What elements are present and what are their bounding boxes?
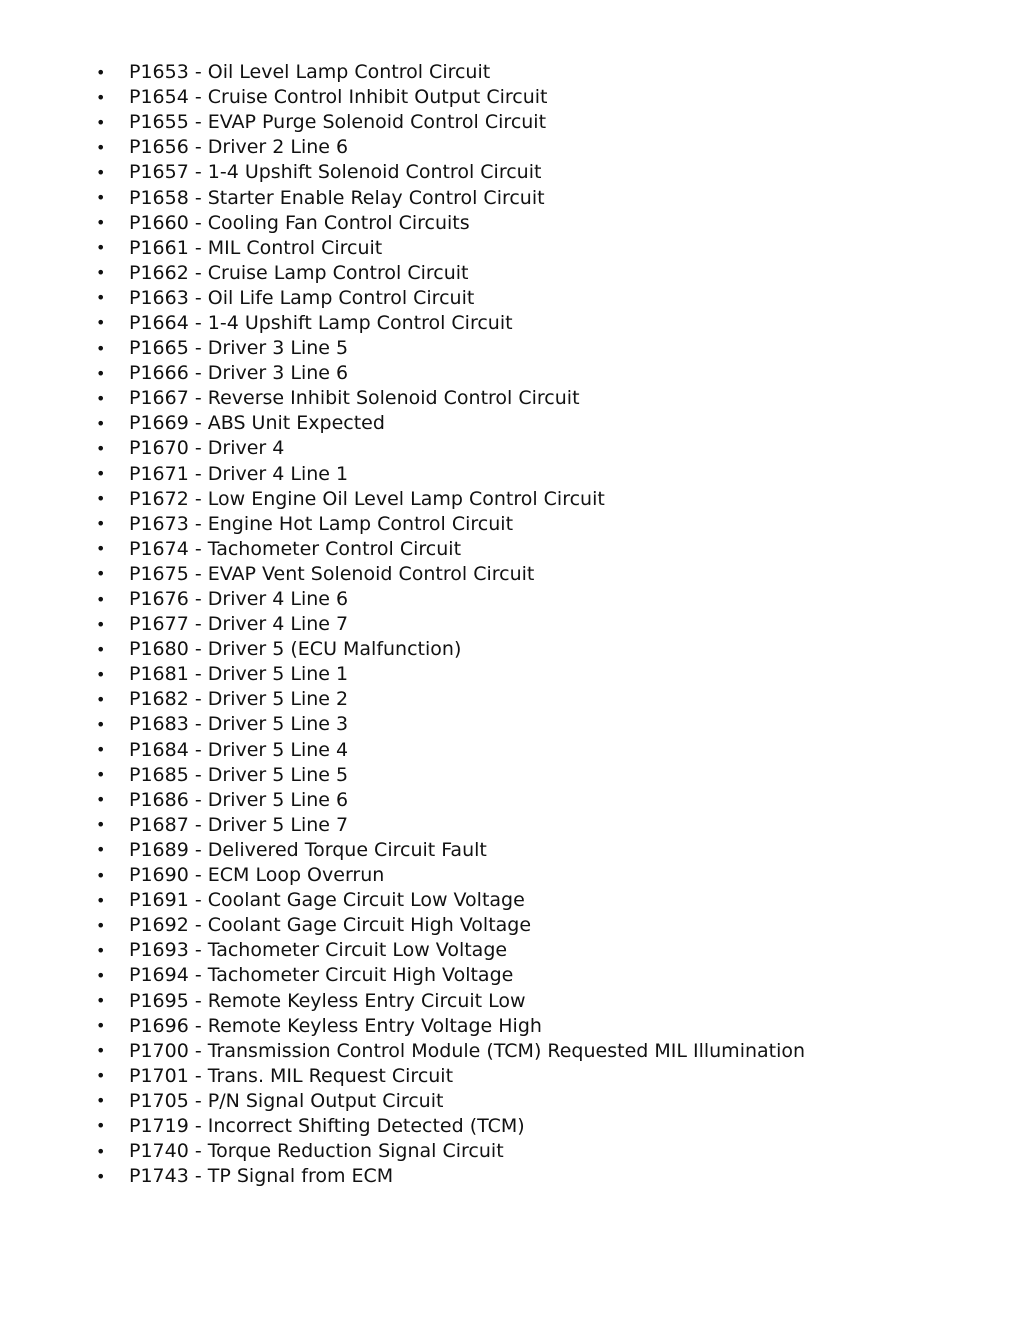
- list-item-text: P1663 - Oil Life Lamp Control Circuit: [129, 286, 475, 309]
- list-item-text: P1695 - Remote Keyless Entry Circuit Low: [129, 989, 526, 1012]
- bullet-icon: •: [96, 388, 106, 408]
- bullet-icon: •: [96, 1016, 106, 1036]
- list-item: [96, 236, 996, 261]
- list-item: [96, 462, 996, 487]
- bullet-icon: •: [96, 664, 106, 684]
- bullet-icon: •: [96, 489, 106, 509]
- list-item-text: P1696 - Remote Keyless Entry Voltage High: [129, 1014, 542, 1037]
- bullet-icon: •: [96, 991, 106, 1011]
- bullet-icon: •: [96, 313, 106, 333]
- list-item: [96, 1064, 996, 1089]
- list-item: [96, 60, 996, 85]
- list-item-text: P1657 - 1-4 Upshift Solenoid Control Circuit: [129, 161, 542, 184]
- list-item: [96, 863, 996, 888]
- list-item-text: P1662 - Cruise Lamp Control Circuit: [129, 261, 469, 284]
- list-item-text: P1684 - Driver 5 Line 4: [129, 738, 349, 761]
- list-item-text: P1664 - 1-4 Upshift Lamp Control Circuit: [129, 311, 513, 334]
- list-item-text: P1686 - Driver 5 Line 6: [129, 788, 349, 811]
- list-item-text: P1660 - Cooling Fan Control Circuits: [129, 211, 470, 234]
- list-item: [96, 1164, 996, 1189]
- list-item-text: P1670 - Driver 4: [129, 437, 285, 460]
- list-item: [96, 763, 996, 788]
- list-item-text: P1665 - Driver 3 Line 5: [129, 337, 349, 360]
- list-item: [96, 336, 996, 361]
- list-item-text: P1701 - Trans. MIL Request Circuit: [129, 1064, 454, 1087]
- list-item-text: P1667 - Reverse Inhibit Solenoid Control Circuit: [129, 387, 580, 410]
- list-item: [96, 963, 996, 988]
- list-item: [96, 361, 996, 386]
- list-item-text: P1689 - Delivered Torque Circuit Fault: [129, 838, 487, 861]
- list-item: [96, 160, 996, 185]
- bullet-icon: •: [96, 614, 106, 634]
- list-item: [96, 211, 996, 236]
- list-item-text: P1671 - Driver 4 Line 1: [129, 462, 349, 485]
- list-item-text: P1675 - EVAP Vent Solenoid Control Circuit: [129, 562, 535, 585]
- bullet-icon: •: [96, 865, 106, 885]
- bullet-icon: •: [96, 965, 106, 985]
- list-item: [96, 185, 996, 210]
- trouble-code-list: [96, 60, 996, 1189]
- list-item-text: P1674 - Tachometer Control Circuit: [129, 537, 462, 560]
- list-item-text: P1672 - Low Engine Oil Level Lamp Control Circuit: [129, 487, 605, 510]
- bullet-icon: •: [96, 338, 106, 358]
- list-item-text: P1690 - ECM Loop Overrun: [129, 864, 385, 887]
- list-item-text: P1693 - Tachometer Circuit Low Voltage: [129, 939, 508, 962]
- bullet-icon: •: [96, 112, 106, 132]
- bullet-icon: •: [96, 740, 106, 760]
- list-item: [96, 436, 996, 461]
- bullet-icon: •: [96, 564, 106, 584]
- list-item-text: P1700 - Transmission Control Module (TCM) Requested MIL Illumination: [129, 1039, 806, 1062]
- bullet-icon: •: [96, 162, 106, 182]
- list-item: [96, 386, 996, 411]
- list-item-text: P1658 - Starter Enable Relay Control Circuit: [129, 186, 545, 209]
- list-item: [96, 813, 996, 838]
- bullet-icon: •: [96, 363, 106, 383]
- list-item-text: P1683 - Driver 5 Line 3: [129, 713, 349, 736]
- list-item: [96, 938, 996, 963]
- list-item-text: P1656 - Driver 2 Line 6: [129, 136, 349, 159]
- bullet-icon: •: [96, 1141, 106, 1161]
- list-item: [96, 1114, 996, 1139]
- list-item: [96, 512, 996, 537]
- list-item-text: P1685 - Driver 5 Line 5: [129, 763, 349, 786]
- bullet-icon: •: [96, 815, 106, 835]
- list-item: [96, 286, 996, 311]
- bullet-icon: •: [96, 87, 106, 107]
- bullet-icon: •: [96, 765, 106, 785]
- bullet-icon: •: [96, 840, 106, 860]
- bullet-icon: •: [96, 288, 106, 308]
- bullet-icon: •: [96, 1041, 106, 1061]
- list-item: [96, 913, 996, 938]
- list-item-text: P1661 - MIL Control Circuit: [129, 236, 383, 259]
- list-item: [96, 261, 996, 286]
- list-item: [96, 838, 996, 863]
- list-item: [96, 637, 996, 662]
- bullet-icon: •: [96, 514, 106, 534]
- list-item-text: P1740 - Torque Reduction Signal Circuit: [129, 1140, 504, 1163]
- bullet-icon: •: [96, 263, 106, 283]
- bullet-icon: •: [96, 1066, 106, 1086]
- list-item-text: P1655 - EVAP Purge Solenoid Control Circuit: [129, 111, 547, 134]
- bullet-icon: •: [96, 689, 106, 709]
- list-item: [96, 788, 996, 813]
- bullet-icon: •: [96, 62, 106, 82]
- list-item: [96, 110, 996, 135]
- list-item: [96, 1089, 996, 1114]
- list-item: [96, 1014, 996, 1039]
- bullet-icon: •: [96, 539, 106, 559]
- list-item-text: P1654 - Cruise Control Inhibit Output Circuit: [129, 86, 548, 109]
- list-item: [96, 888, 996, 913]
- list-item: [96, 411, 996, 436]
- bullet-icon: •: [96, 589, 106, 609]
- list-item: [96, 712, 996, 737]
- bullet-icon: •: [96, 639, 106, 659]
- list-item-text: P1694 - Tachometer Circuit High Voltage: [129, 964, 514, 987]
- list-item: [96, 487, 996, 512]
- bullet-icon: •: [96, 940, 106, 960]
- list-item-text: P1692 - Coolant Gage Circuit High Voltage: [129, 914, 532, 937]
- list-item-text: P1680 - Driver 5 (ECU Malfunction): [129, 638, 462, 661]
- list-item: [96, 988, 996, 1013]
- list-item-text: P1719 - Incorrect Shifting Detected (TCM): [129, 1114, 525, 1137]
- bullet-icon: •: [96, 890, 106, 910]
- list-item-text: P1687 - Driver 5 Line 7: [129, 813, 349, 836]
- list-item: [96, 537, 996, 562]
- list-item: [96, 662, 996, 687]
- bullet-icon: •: [96, 1166, 106, 1186]
- list-item-text: P1666 - Driver 3 Line 6: [129, 362, 349, 385]
- bullet-icon: •: [96, 915, 106, 935]
- bullet-icon: •: [96, 213, 106, 233]
- list-item-text: P1682 - Driver 5 Line 2: [129, 688, 349, 711]
- list-item-text: P1653 - Oil Level Lamp Control Circuit: [129, 61, 491, 84]
- list-item-text: P1676 - Driver 4 Line 6: [129, 588, 349, 611]
- bullet-icon: •: [96, 1116, 106, 1136]
- bullet-icon: •: [96, 438, 106, 458]
- list-item: [96, 587, 996, 612]
- list-item-text: P1691 - Coolant Gage Circuit Low Voltage: [129, 889, 525, 912]
- bullet-icon: •: [96, 188, 106, 208]
- list-item: [96, 135, 996, 160]
- list-item-text: P1677 - Driver 4 Line 7: [129, 613, 349, 636]
- list-item: [96, 311, 996, 336]
- list-item: [96, 562, 996, 587]
- bullet-icon: •: [96, 137, 106, 157]
- bullet-icon: •: [96, 1091, 106, 1111]
- list-item: [96, 612, 996, 637]
- list-item-text: P1705 - P/N Signal Output Circuit: [129, 1089, 444, 1112]
- bullet-icon: •: [96, 790, 106, 810]
- bullet-icon: •: [96, 714, 106, 734]
- list-item: [96, 85, 996, 110]
- bullet-icon: •: [96, 413, 106, 433]
- list-item-text: P1743 - TP Signal from ECM: [129, 1165, 394, 1188]
- list-item: [96, 738, 996, 763]
- list-item: [96, 687, 996, 712]
- list-item: [96, 1039, 996, 1064]
- bullet-icon: •: [96, 464, 106, 484]
- list-item-text: P1669 - ABS Unit Expected: [129, 412, 385, 435]
- list-item-text: P1681 - Driver 5 Line 1: [129, 663, 349, 686]
- bullet-icon: •: [96, 238, 106, 258]
- list-item: [96, 1139, 996, 1164]
- list-item-text: P1673 - Engine Hot Lamp Control Circuit: [129, 512, 514, 535]
